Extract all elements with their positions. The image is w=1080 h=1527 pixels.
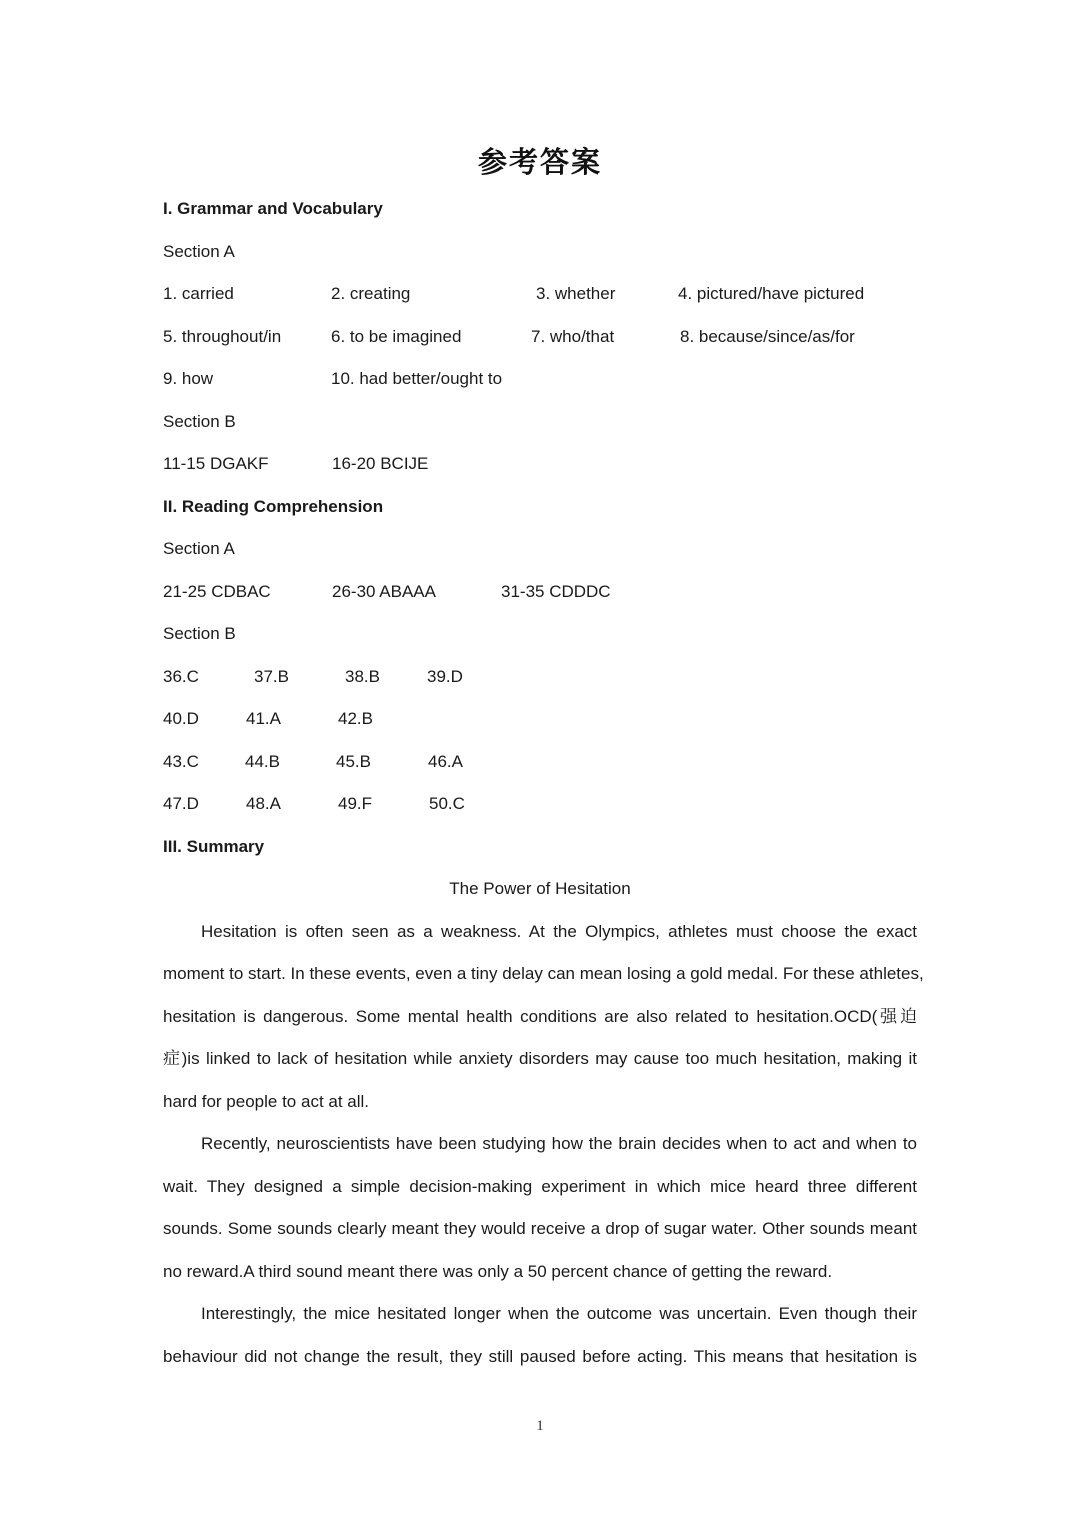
- paragraph-line: no reward.A third sound meant there was only a 50 percent chance of getting the reward.: [163, 1262, 833, 1281]
- answer-item: 38.B: [345, 667, 380, 686]
- answer-item: 37.B: [254, 667, 289, 686]
- part2-heading: II. Reading Comprehension: [163, 497, 384, 516]
- answer-item: 46.A: [428, 752, 463, 771]
- answer-item: 41.A: [246, 709, 281, 728]
- answer-item: 10. had better/ought to: [331, 369, 503, 388]
- part1-section-a-label: Section A: [163, 242, 235, 261]
- page-number: 1: [536, 1418, 544, 1434]
- paragraph-line: hard for people to act at all.: [163, 1092, 370, 1111]
- paragraph-line: Interestingly, the mice hesitated longer when the outcome was uncertain. Even though their: [201, 1304, 917, 1323]
- paragraph-line: Hesitation is often seen as a weakness. At the Olympics, athletes must choose the exact: [201, 922, 917, 941]
- answer-item: 49.F: [338, 794, 373, 813]
- part2-section-b-label: Section B: [163, 624, 236, 643]
- answer-item: 40.D: [163, 709, 199, 728]
- answer-item: 44.B: [245, 752, 280, 771]
- answer-item: 21-25 CDBAC: [163, 582, 271, 601]
- answer-item: 6. to be imagined: [331, 327, 462, 346]
- essay-title: The Power of Hesitation: [449, 879, 631, 898]
- answer-item: 2. creating: [331, 284, 411, 303]
- answer-item: 11-15 DGAKF: [163, 454, 269, 473]
- answer-item: 48.A: [246, 794, 281, 813]
- paragraph-line: sounds. Some sounds clearly meant they would receive a drop of sugar water. Other sounds meant: [163, 1219, 917, 1238]
- part2-section-a-label: Section A: [163, 539, 235, 558]
- answer-item: 16-20 BCIJE: [332, 454, 429, 473]
- part1-heading: I. Grammar and Vocabulary: [163, 199, 383, 218]
- answer-item: 47.D: [163, 794, 199, 813]
- answer-item: 26-30 ABAAA: [332, 582, 436, 601]
- answer-item: 4. pictured/have pictured: [678, 284, 865, 303]
- part3-heading: III. Summary: [163, 837, 265, 856]
- paragraph-line: Recently, neuroscientists have been studying how the brain decides when to act and when to: [201, 1134, 917, 1153]
- paragraph-line: moment to start. In these events, even a tiny delay can mean losing a gold medal. For these athletes,: [163, 964, 924, 983]
- paragraph-line: 症)is linked to lack of hesitation while anxiety disorders may cause too much hesitation, making it: [163, 1049, 917, 1068]
- answer-item: 7. who/that: [531, 327, 615, 346]
- answer-item: 31-35 CDDDC: [501, 582, 611, 601]
- answer-item: 8. because/since/as/for: [680, 327, 855, 346]
- answer-item: 9. how: [163, 369, 214, 388]
- part1-section-b-label: Section B: [163, 412, 236, 431]
- paragraph-line: wait. They designed a simple decision-making experiment in which mice heard three different: [163, 1177, 917, 1196]
- paragraph-line: behaviour did not change the result, they still paused before acting. This means that hesitation is: [163, 1347, 917, 1366]
- page-title: 参考答案: [477, 145, 602, 179]
- answer-item: 5. throughout/in: [163, 327, 282, 346]
- answer-item: 42.B: [338, 709, 373, 728]
- answer-item: 3. whether: [536, 284, 616, 303]
- answer-item: 43.C: [163, 752, 199, 771]
- paragraph-line: hesitation is dangerous. Some mental health conditions are also related to hesitation.OCD(强迫: [163, 1007, 917, 1026]
- answer-item: 45.B: [336, 752, 371, 771]
- answer-item: 36.C: [163, 667, 199, 686]
- answer-item: 39.D: [427, 667, 463, 686]
- answer-item: 1. carried: [163, 284, 234, 303]
- answer-item: 50.C: [429, 794, 465, 813]
